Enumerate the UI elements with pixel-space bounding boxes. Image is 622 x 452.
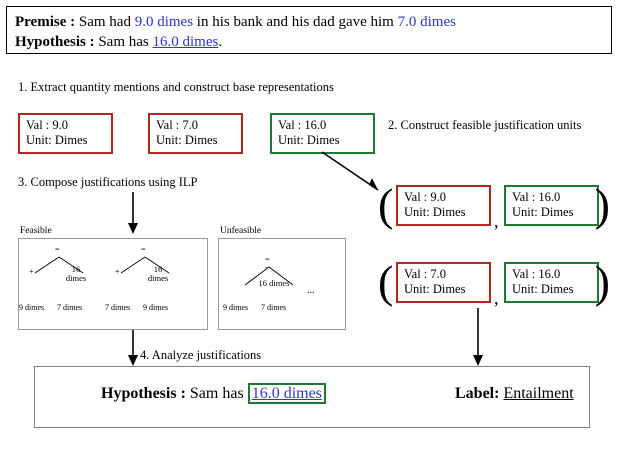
quantity-box-2 [148,113,243,154]
quantity-box-3 [270,113,375,154]
step-2-caption: 2. Construct feasible justification units [388,118,582,132]
pair-1-left-box [396,185,491,226]
pair-2-right-unit: Unit: Dimes [512,282,574,296]
feasible-justifications-panel [18,238,208,330]
arrow-pairs-to-result [470,308,490,368]
step-4-caption: 4. Analyze justifications [140,348,262,362]
result-box [34,366,590,428]
quantity-box-1 [18,113,113,154]
quantity-box-1-value: Val : 9.0 [26,118,69,132]
result-hypothesis-pre: Sam has [185,385,248,402]
quantity-box-2-value: Val : 7.0 [156,118,199,132]
unfeasible-tree-1-op: - [265,263,268,272]
pair-1-right-value: Val : 16.0 [512,190,561,204]
pair-1-right-box [504,185,599,226]
feasible-tree-2-op: + [115,267,120,276]
pair-2-left-value: Val : 7.0 [404,267,447,281]
pair-2-open-paren: ( [378,256,394,307]
unfeasible-tree-1-eq: = [265,255,270,264]
unfeasible-tree-1-left-leaf: 9 dimes [223,303,249,312]
pair-1-left-unit: Unit: Dimes [404,205,466,219]
hypothesis-quantity: 16.0 dimes [152,34,219,50]
result-hypothesis [101,385,326,403]
premise-text-pre: Sam had [75,14,135,30]
result-label-value: Entailment [503,385,574,402]
feasible-tree-1-eq: = [55,245,60,254]
result-label [455,385,574,403]
feasible-tree-2-root: 16 dimes [147,264,169,283]
result-hypothesis-value: 16.0 dimes [248,383,326,404]
hypothesis-text-post: . [218,34,223,50]
feasible-tree-2-right-leaf: 9 dimes [143,303,169,312]
hypothesis-label: Hypothesis : [15,34,95,50]
arrow-ilp-to-feasible [125,192,145,236]
quantity-box-3-value: Val : 16.0 [278,118,327,132]
feasible-tree-1-root: 16 dimes [65,264,87,283]
unfeasible-tree-1-root: 16 dimes [258,278,290,288]
quantity-box-2-unit: Unit: Dimes [156,133,218,147]
justification-pair-2 [378,256,610,310]
quantity-box-3-unit: Unit: Dimes [278,133,340,147]
unfeasible-tree-1-right-leaf: 7 dimes [261,303,287,312]
pair-1-open-paren: ( [378,179,394,230]
pair-2-close-paren: ) [594,256,610,307]
step-1-caption: 1. Extract quantity mentions and construct base representations [18,80,334,94]
unfeasible-justifications-panel [218,238,346,330]
pair-2-comma: , [494,288,499,308]
premise-quantity-1: 9.0 dimes [134,14,194,30]
pair-1-left-value: Val : 9.0 [404,190,447,204]
pair-2-left-box [396,262,491,303]
premise-label: Premise : [15,14,76,30]
premise-text-mid: in his bank and his dad gave him [193,14,398,30]
pair-1-close-paren: ) [594,179,610,230]
premise-quantity-2: 7.0 dimes [397,14,456,30]
arrow-feasible-to-result [125,330,145,368]
pair-2-left-unit: Unit: Dimes [404,282,466,296]
premise-line [15,12,603,32]
feasible-tree-1-right-leaf: 7 dimes [57,303,83,312]
feasible-caption: Feasible [20,226,52,236]
feasible-tree-2-eq: = [141,245,146,254]
unfeasible-ellipsis: ... [307,285,315,296]
result-hypothesis-label: Hypothesis : [101,385,186,402]
step-3-caption: 3. Compose justifications using ILP [18,175,198,189]
hypothesis-text-pre: Sam has [94,34,153,50]
pair-2-right-box [504,262,599,303]
feasible-tree-2-left-leaf: 7 dimes [105,303,131,312]
pair-2-right-value: Val : 16.0 [512,267,561,281]
pair-1-right-unit: Unit: Dimes [512,205,574,219]
feasible-tree-1-op: + [29,267,34,276]
result-label-key: Label: [455,385,500,402]
quantity-box-1-unit: Unit: Dimes [26,133,88,147]
unfeasible-caption: Unfeasible [220,226,262,236]
hypothesis-line [15,32,603,52]
pair-1-comma: , [494,211,499,231]
premise-hypothesis-box [6,6,612,54]
feasible-tree-1-left-leaf: 9 dimes [19,303,45,312]
justification-pair-1 [378,179,610,233]
